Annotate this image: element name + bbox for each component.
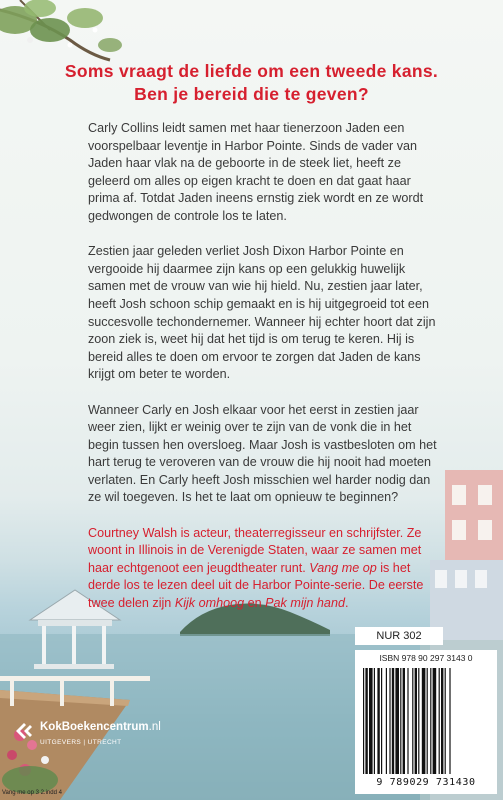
tree-branch-decoration xyxy=(0,0,122,60)
author-bio-text-1: Courtney Walsh is acteur, theaterregisseur en schrijfster. Ze woont in Illinois in de Verenigde Staten, waar ze samen met haar echtgenoot een jeugdtheater runt. xyxy=(88,525,422,575)
tagline-line-1: Soms vraagt de liefde om een tweede kans. xyxy=(64,61,439,81)
author-bio-text-4: . xyxy=(344,596,349,611)
blurb-paragraph-3: Wanneer Carly en Josh elkaar voor het eerst in zestien jaar weer zien, lijkt er weinig over te zijn van de vonk die in het begin tussen hen oversloeg. Maar Josh is vastbesloten om het hart terug te veroveren van de vrouw die hij nooit had moeten verlaten. En Carly heeft Josh misschien wel harder nodig dan ze wil toegeven. Is het te laat om opnieuw te beginnen? xyxy=(88,402,437,505)
publisher-logo-icon xyxy=(12,719,36,743)
publisher-name xyxy=(40,721,161,733)
blurb-paragraph-2: Zestien jaar geleden verliet Josh Dixon Harbor Pointe en vergooide hij daarmee zijn kans op een gelukkig huwelijk samen met de vrouw van wie hij hield. Nu, zestien jaar later, heeft Josh schoon schip gemaakt en is hij uitgegroeid tot een succesvolle techondernemer. Wanneer hij echter hoort dat zijn zoon ziek is, weet hij dat het tijd is om terug te keren. Hij is bereid alles te doen om ervoor te zorgen dat Jaden de kans krijgt om beter te worden. xyxy=(88,244,436,382)
tagline-line-2: Ben je bereid die te geven? xyxy=(134,84,369,104)
blurb-paragraph-1: Carly Collins leidt samen met haar tienerzoon Jaden een voorspelbaar leventje in Harbor Pointe. Sinds de vader van Jaden haar vlak na de geboorte in de steek liet, heeft ze geleerd om alles op eigen kracht te doen en dat gaat haar prima af. Totdat Jaden ineens ernstig ziek wordt en ze wordt gedwongen de controle los te laten. xyxy=(88,121,424,223)
book-title-this: Vang me op xyxy=(309,560,377,575)
nur-code: NUR 302 xyxy=(355,627,443,645)
barcode-number: 9 789029 731430 xyxy=(376,777,476,788)
publisher-logo xyxy=(8,715,178,755)
tagline xyxy=(0,60,503,106)
author-bio-text-3: en xyxy=(244,596,266,611)
book-title-two: Pak mijn hand xyxy=(265,596,345,611)
print-slug: Vang me op 3 2.indd 4 xyxy=(2,790,62,796)
publisher-subtitle: UITGEVERS | UTRECHT xyxy=(40,739,122,746)
publisher-name-suffix: .nl xyxy=(148,721,161,733)
barcode xyxy=(361,668,491,774)
barcode-panel xyxy=(355,650,497,794)
blurb xyxy=(88,120,444,630)
publisher-name-main: KokBoekencentrum xyxy=(40,721,149,733)
author-bio-text-2: is het derde los te lezen deel uit de Harbor Pointe-serie. De eerste twee delen zijn xyxy=(88,560,424,611)
isbn-label: ISBN 978 90 297 3143 0 xyxy=(379,653,473,663)
author-bio xyxy=(88,525,444,613)
book-title-one: Kijk omhoog xyxy=(174,596,245,611)
